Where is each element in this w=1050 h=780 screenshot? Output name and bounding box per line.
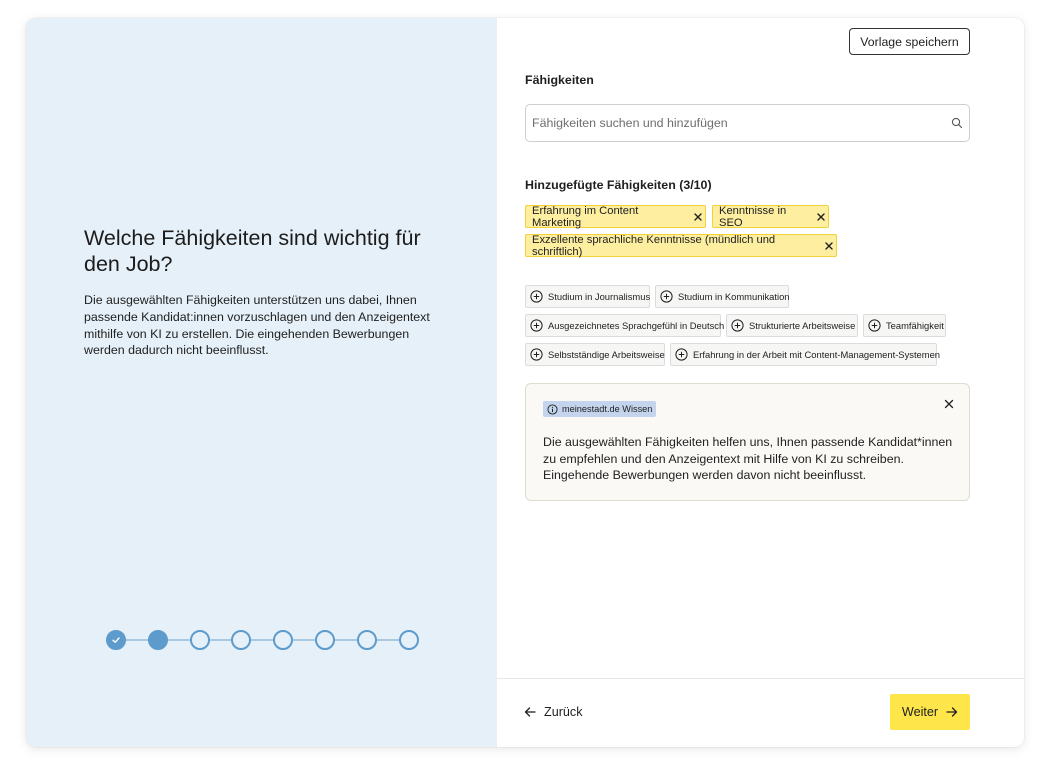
- skill-search-box: [525, 104, 970, 142]
- footer-divider: [497, 678, 1024, 679]
- suggested-skill-chip[interactable]: [525, 314, 725, 337]
- added-skill-label: Exzellente sprachliche Kenntnisse (mündlich und schriftlich): [532, 233, 776, 258]
- info-text: Die ausgewählten Fähigkeiten helfen uns, Ihnen passende Kandidat*innen zu empfehlen und den Anzeigentext mit Hilfe von KI zu schreiben. Eingehende Bewerbungen werden davon nicht beeinflusst.: [543, 435, 953, 482]
- step-4[interactable]: [231, 630, 251, 650]
- skill-search-input[interactable]: [532, 105, 932, 141]
- search-icon[interactable]: [951, 117, 963, 129]
- info-icon: [547, 404, 558, 415]
- arrow-right-icon: [946, 706, 958, 718]
- suggested-skill-chip[interactable]: [655, 285, 789, 308]
- arrow-left-icon: [524, 706, 536, 718]
- step-5[interactable]: [273, 630, 293, 650]
- intro-panel: [26, 18, 497, 747]
- add-circle-icon: [530, 319, 543, 332]
- info-badge-label: meinestadt.de Wissen: [562, 404, 653, 414]
- suggested-skill-label: Ausgezeichnetes Sprachgefühl in Deutsch: [548, 320, 725, 331]
- suggested-skill-label: Strukturierte Arbeitsweise: [749, 320, 856, 331]
- step-2-current[interactable]: [148, 630, 168, 650]
- add-circle-icon: [675, 348, 688, 361]
- added-skill-chip: [525, 205, 706, 228]
- add-circle-icon: [530, 290, 543, 303]
- added-skill-label: Erfahrung im Content Marketing: [532, 204, 639, 229]
- suggested-skill-chip[interactable]: [670, 343, 940, 366]
- suggested-skill-label: Selbstständige Arbeitsweise: [548, 349, 665, 360]
- remove-skill-icon[interactable]: [691, 210, 705, 224]
- skills-label: Fähigkeiten: [525, 73, 594, 87]
- info-box: [525, 383, 970, 501]
- remove-skill-icon[interactable]: [823, 239, 836, 253]
- add-circle-icon: [731, 319, 744, 332]
- progress-stepper: [106, 630, 419, 650]
- suggested-skill-chip[interactable]: [525, 343, 665, 366]
- next-button[interactable]: [890, 694, 970, 730]
- page-description: Die ausgewählten Fähigkeiten unterstützen uns dabei, Ihnen passende Kandidat:innen vorzuschlagen und den Anzeigentext mithilfe von KI zu erstellen. Die eingehenden Bewerbungen werden dadurch nicht beeinflusst.: [84, 293, 430, 358]
- add-circle-icon: [660, 290, 673, 303]
- save-template-button[interactable]: Vorlage speichern: [849, 28, 970, 55]
- remove-skill-icon[interactable]: [815, 210, 828, 224]
- info-badge: [543, 401, 656, 417]
- added-skill-label: Kenntnisse in SEO: [719, 204, 787, 229]
- suggested-skill-chip[interactable]: [863, 314, 946, 337]
- suggested-skill-label: Studium in Journalismus: [548, 291, 651, 302]
- form-panel: [497, 18, 1024, 747]
- suggested-skill-chip[interactable]: [525, 285, 650, 308]
- step-6[interactable]: [315, 630, 335, 650]
- added-skill-chip: [525, 234, 837, 257]
- close-icon[interactable]: [944, 399, 954, 409]
- back-label: Zurück: [544, 705, 583, 719]
- suggested-skill-label: Teamfähigkeit: [886, 320, 944, 331]
- wizard-card: [26, 18, 1024, 747]
- page-title: Welche Fähigkeiten sind wichtig für den Job?: [84, 226, 421, 276]
- step-1-completed[interactable]: [106, 630, 126, 650]
- step-3[interactable]: [190, 630, 210, 650]
- add-circle-icon: [530, 348, 543, 361]
- back-button[interactable]: [524, 703, 583, 721]
- suggested-skill-chip[interactable]: [726, 314, 858, 337]
- next-label: Weiter: [901, 705, 939, 719]
- step-7[interactable]: [357, 630, 377, 650]
- step-8[interactable]: [399, 630, 419, 650]
- suggested-skill-label: Studium in Kommunikation: [678, 291, 790, 302]
- add-circle-icon: [868, 319, 881, 332]
- check-icon: [111, 635, 121, 645]
- added-skills-label: Hinzugefügte Fähigkeiten (3/10): [525, 178, 712, 192]
- suggested-skill-label: Erfahrung in der Arbeit mit Content-Management-Systemen: [693, 349, 940, 360]
- added-skill-chip: [712, 205, 829, 228]
